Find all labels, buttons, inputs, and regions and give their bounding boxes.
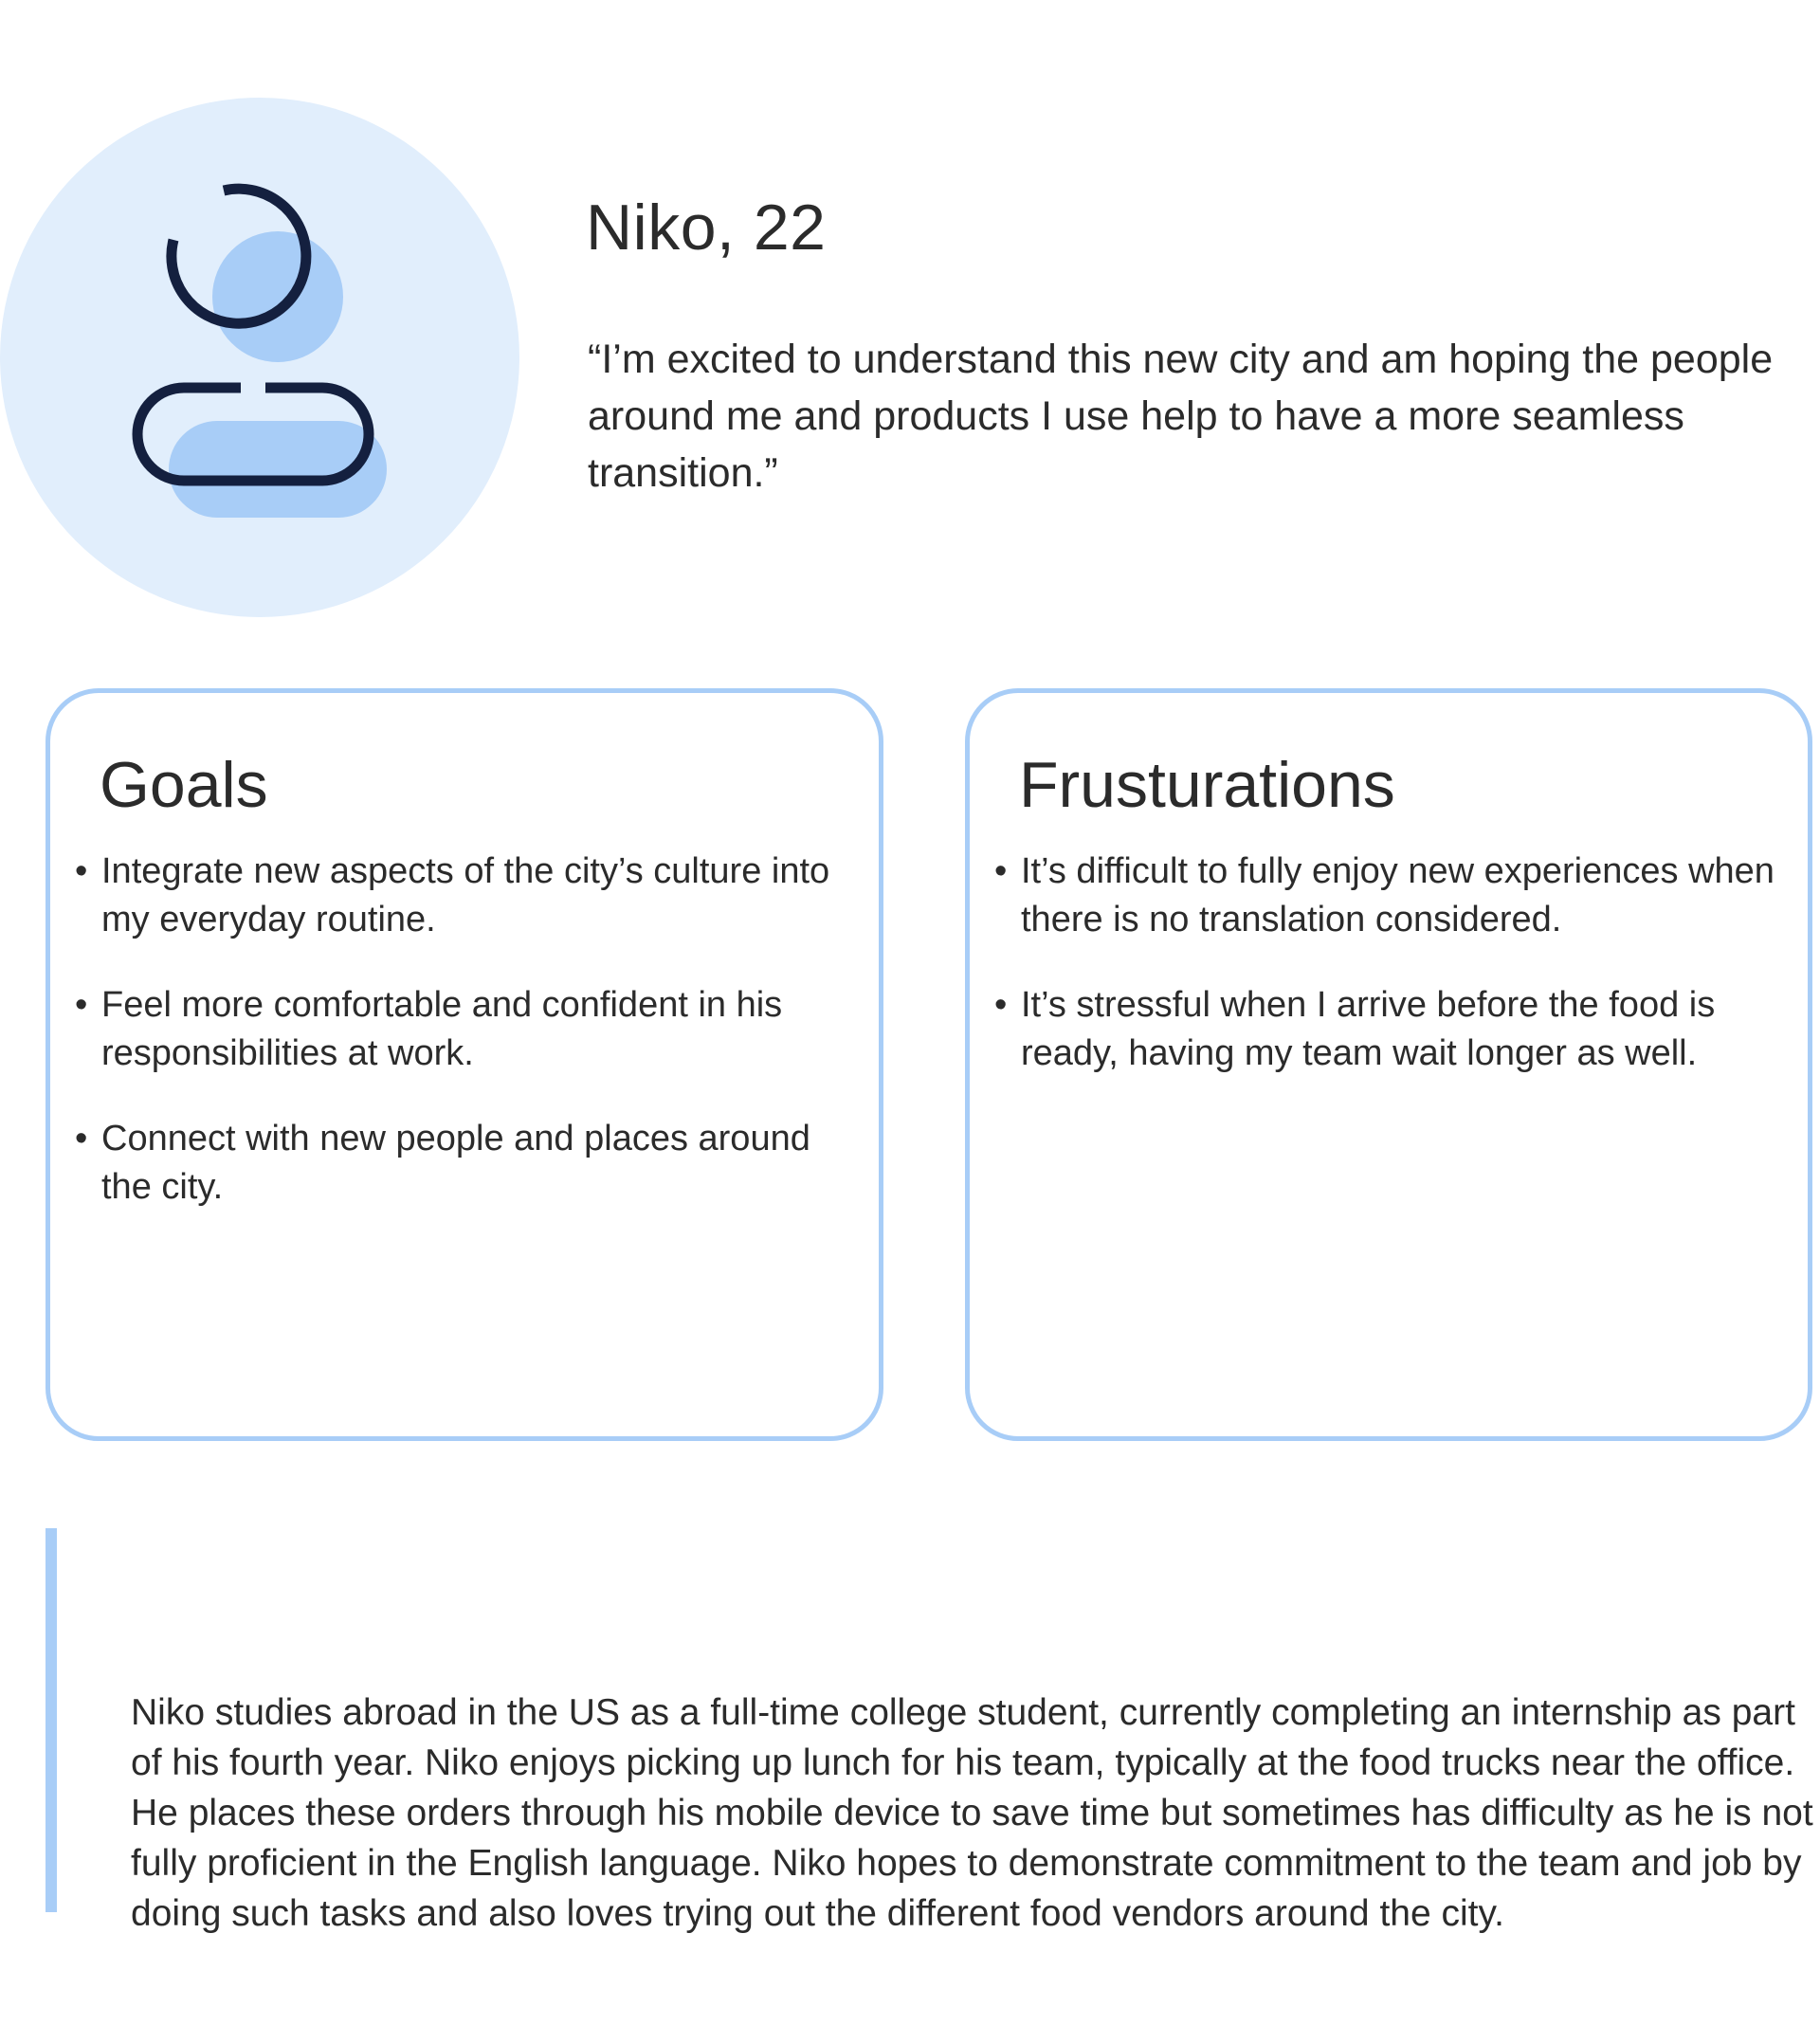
frustration-item [992, 981, 1789, 1078]
frustration-item-text: It’s stressful when I arrive before the food is ready, having my team wait longer as well. [1021, 985, 1716, 1073]
persona-quote: “I’m excited to understand this new city and am hoping the people around me and products I use help to have a more seamless transition.” [588, 337, 1774, 496]
goal-item-text: Feel more comfortable and confident in his responsibilities at work. [101, 985, 783, 1073]
goal-item [73, 981, 860, 1078]
avatar-head-shadow [212, 231, 343, 362]
goals-card [46, 688, 883, 1441]
user-icon [0, 98, 519, 617]
frustrations-title: Frusturations [1019, 749, 1395, 821]
bullet-icon: • [994, 851, 1008, 891]
persona-name: Niko, 22 [586, 192, 827, 264]
bio-accent-bar [46, 1528, 57, 1912]
frustration-item-text: It’s difficult to fully enjoy new experiences when there is no translation considered. [1021, 851, 1774, 939]
goals-title: Goals [100, 749, 268, 821]
goal-item-text: Connect with new people and places around the city. [101, 1119, 810, 1207]
frustration-item [992, 848, 1789, 944]
goal-item [73, 1115, 860, 1212]
bullet-icon: • [75, 1119, 88, 1158]
goal-item [73, 848, 860, 944]
goals-list [73, 848, 860, 1249]
frustrations-card [965, 688, 1812, 1441]
bullet-icon: • [994, 985, 1008, 1025]
bullet-icon: • [75, 851, 88, 891]
persona-bio: Niko studies abroad in the US as a full-time college student, currently completing an internship as part of his fourth year. Niko enjoys picking up lunch for his team, typically at the food trucks near the office. He places these orders through his mobile device to save time but sometimes has difficulty as he is not fully proficient in the English language. Niko hopes to demonstrate commitment to the team and job by doing such tasks and also loves trying out the different food vendors around the city. [131, 1692, 1813, 1934]
persona-avatar [0, 98, 519, 617]
goal-item-text: Integrate new aspects of the city’s culture into my everyday routine. [101, 851, 830, 939]
bullet-icon: • [75, 985, 88, 1025]
frustrations-list [992, 848, 1789, 1115]
